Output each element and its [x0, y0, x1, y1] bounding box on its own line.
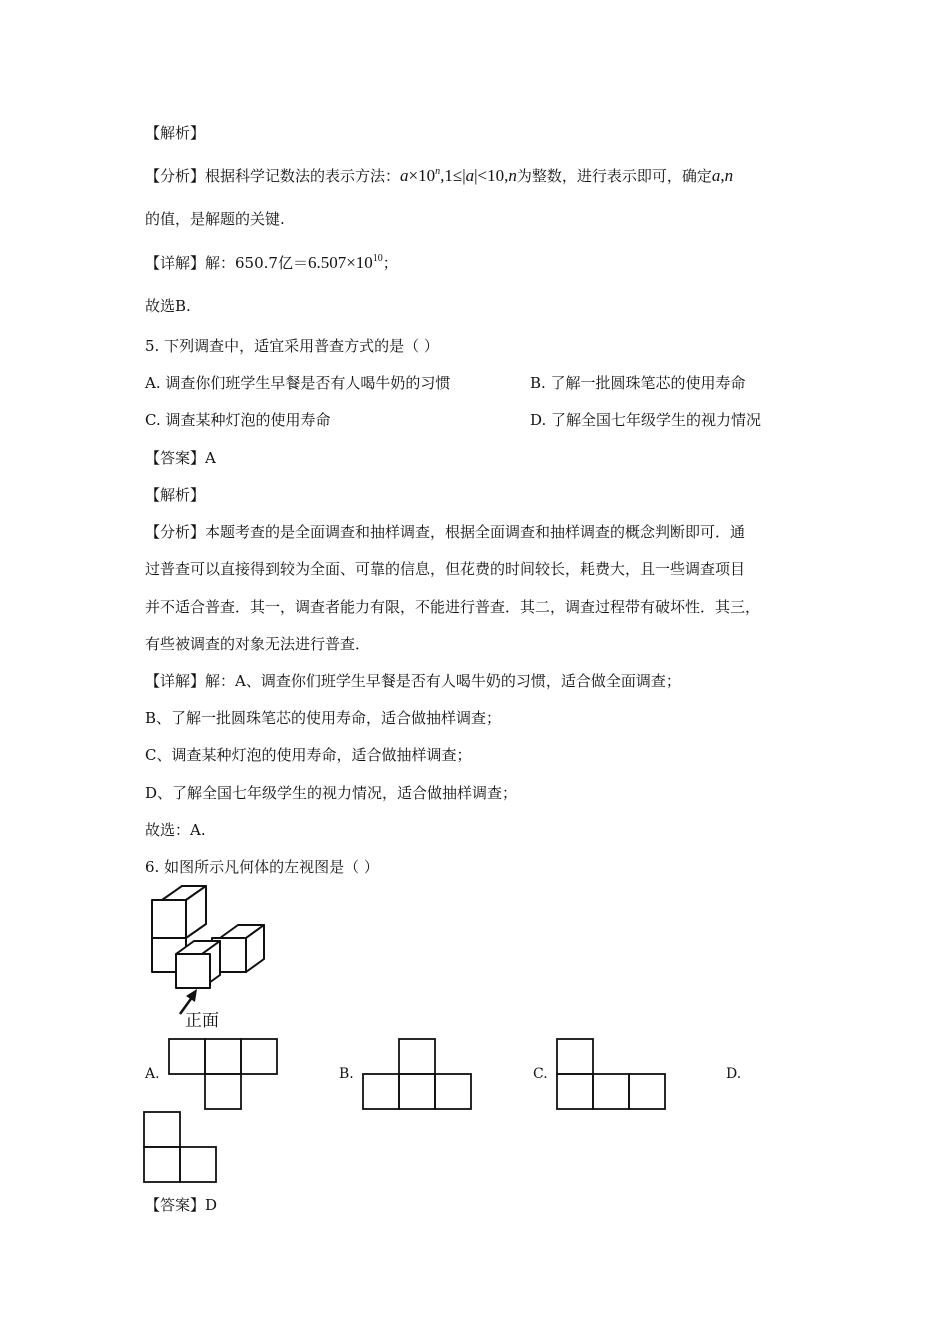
q6-option-b-figure	[362, 1038, 474, 1112]
q6-front-label: 正面	[185, 1011, 219, 1031]
q4-fenxi-line	[145, 166, 733, 186]
q5-fenxi-line-3: 并不适合普查．其一，调查者能力有限，不能进行普查．其二，调查过程带有破坏性．其三，	[145, 598, 761, 616]
q6-option-a-figure	[168, 1038, 280, 1112]
q5-options-row-2	[145, 410, 845, 430]
q5-xiangjie-line-1: 【详解】解：A、调查你们班学生早餐是否有人喝牛奶的习惯，适合做全面调查；	[145, 672, 681, 690]
q4-formula-result: $6.507\times 10^{10}$	[307, 253, 383, 272]
q5-option-c: C. 调查某种灯泡的使用寿命	[145, 411, 331, 429]
q6-option-c-figure	[556, 1038, 668, 1112]
q6-stem: 6. 如图所示凡何体的左视图是（ ）	[145, 858, 379, 876]
q6-option-b-label: B.	[339, 1066, 354, 1082]
q4-fenxi-mid: 为整数，进行表示即可，确定	[516, 167, 712, 185]
q4-jiexi-heading: 【解析】	[145, 124, 206, 142]
q5-option-a: A. 调查你们班学生早餐是否有人喝牛奶的习惯	[145, 374, 451, 392]
q5-fenxi-line-4: 有些被调查的对象无法进行普查．	[145, 635, 371, 653]
q5-option-d: D. 了解全国七年级学生的视力情况	[530, 411, 762, 429]
q4-fenxi-end: 的值，是解题的关键.	[145, 210, 285, 228]
q4-answer: 故选B.	[145, 297, 191, 315]
q6-option-a-label: A.	[145, 1066, 160, 1082]
q4-formula-sci-notation: $a\times 10^n,1\le|a|<10,n$	[400, 166, 517, 185]
q5-options-row-1	[145, 373, 845, 393]
q5-xiangjie-line-4: D、了解全国七年级学生的视力情况，适合做抽样调查；	[145, 784, 518, 802]
q5-xiangjie-line-3: C、调查某种灯泡的使用寿命，适合做抽样调查；	[145, 746, 472, 764]
q6-answer: 【答案】D	[145, 1196, 218, 1214]
q5-answer: 【答案】A	[145, 449, 216, 467]
q6-option-c-label: C.	[533, 1066, 548, 1082]
q5-xiangjie-line-2: B、了解一批圆珠笔芯的使用寿命，适合做抽样调查；	[145, 709, 502, 727]
q5-choose: 故选：A.	[145, 821, 206, 839]
q4-fenxi-prefix: 【分析】根据科学记数法的表示方法：	[145, 167, 401, 185]
q6-option-d-label: D.	[726, 1066, 742, 1082]
q6-option-d-figure	[143, 1111, 221, 1185]
q4-formula-an: a,n	[711, 166, 734, 185]
q5-fenxi-line-1: 【分析】本题考查的是全面调查和抽样调查，根据全面调查和抽样调查的概念判断即可．通	[145, 523, 746, 541]
q5-option-b: B. 了解一批圆珠笔芯的使用寿命	[530, 374, 746, 392]
q4-xiangjie-line	[145, 253, 398, 273]
q4-xiangjie-prefix: 【详解】解：650.7亿＝	[145, 254, 308, 272]
q4-xiangjie-end: ；	[382, 254, 398, 272]
q5-jiexi-heading: 【解析】	[145, 486, 206, 504]
q5-fenxi-line-2: 过普查可以直接得到较为全面、可靠的信息，但花费的时间较长，耗费大，且一些调查项目	[145, 560, 746, 578]
q5-stem: 5. 下列调查中，适宜采用普查方式的是（ ）	[145, 337, 439, 355]
